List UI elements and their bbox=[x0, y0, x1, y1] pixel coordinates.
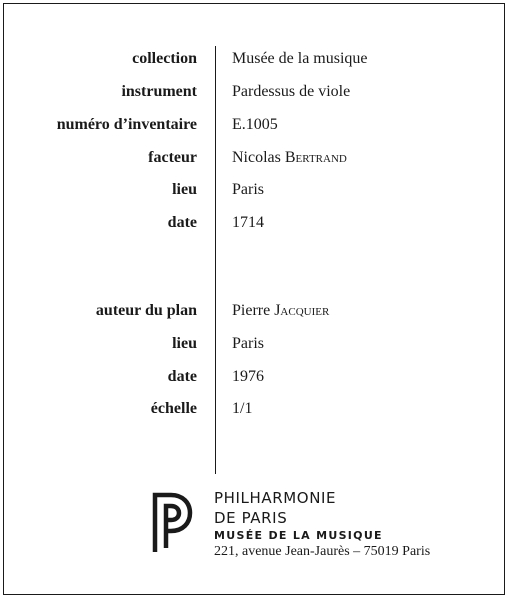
field-value: 1714 bbox=[232, 214, 264, 231]
info-row-date bbox=[0, 214, 510, 238]
info-row-plan-date bbox=[0, 368, 510, 392]
info-row-plan-author bbox=[0, 302, 510, 326]
museum-address: 221, avenue Jean-Jaurès – 75019 Paris bbox=[214, 544, 431, 559]
philharmonie-logo-icon bbox=[150, 492, 195, 552]
brand-name-line2: DE PARIS bbox=[214, 509, 288, 527]
field-value: 1976 bbox=[232, 368, 264, 385]
field-value: Pardessus de viole bbox=[232, 83, 351, 100]
field-value: Paris bbox=[232, 181, 264, 198]
field-label: date bbox=[167, 214, 197, 231]
info-row-collection bbox=[0, 50, 510, 74]
field-label: facteur bbox=[148, 149, 197, 166]
field-value: E.1005 bbox=[232, 116, 278, 133]
info-row-maker bbox=[0, 149, 510, 173]
field-label: collection bbox=[132, 50, 197, 67]
field-label: lieu bbox=[172, 335, 197, 352]
info-row-inventory-number bbox=[0, 116, 510, 140]
brand-name-line1: PHILHARMONIE bbox=[214, 489, 337, 507]
field-value bbox=[232, 302, 329, 320]
field-value bbox=[232, 149, 347, 167]
field-label: numéro d’inventaire bbox=[56, 116, 197, 133]
maker-first-name: Nicolas bbox=[232, 149, 281, 166]
maker-last-name: Bertrand bbox=[284, 149, 347, 166]
field-label: échelle bbox=[150, 400, 197, 417]
info-row-plan-place bbox=[0, 335, 510, 359]
field-label: auteur du plan bbox=[95, 302, 197, 319]
field-label: instrument bbox=[121, 83, 197, 100]
field-label: date bbox=[167, 368, 197, 385]
author-first-name: Pierre bbox=[232, 302, 271, 319]
field-value: Musée de la musique bbox=[232, 50, 368, 67]
info-row-instrument bbox=[0, 83, 510, 107]
author-last-name: Jacquier bbox=[274, 302, 330, 319]
brand-subtitle: MUSÉE DE LA MUSIQUE bbox=[214, 529, 383, 542]
field-value: Paris bbox=[232, 335, 264, 352]
field-label: lieu bbox=[172, 181, 197, 198]
info-row-scale bbox=[0, 400, 510, 424]
info-row-place bbox=[0, 181, 510, 205]
field-value: 1/1 bbox=[232, 400, 253, 417]
